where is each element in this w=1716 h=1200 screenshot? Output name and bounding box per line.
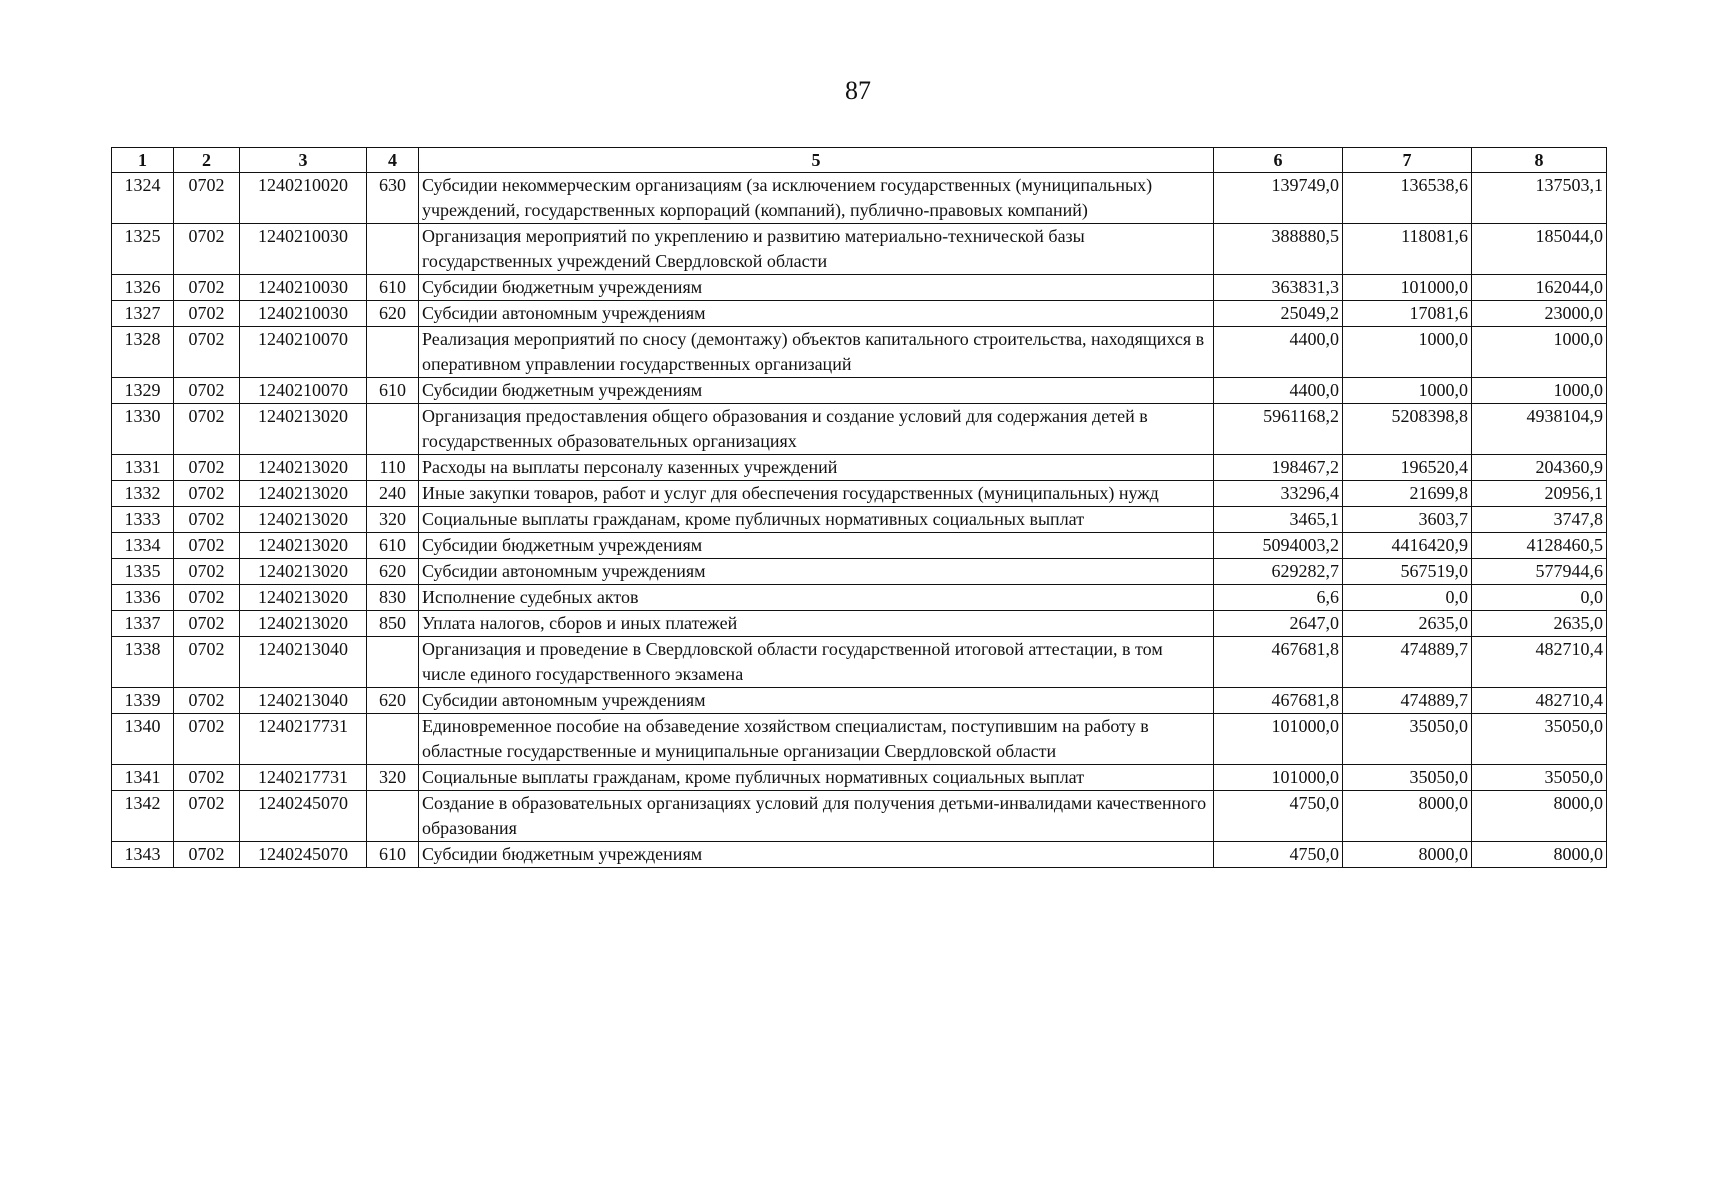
amount-year-1: 5094003,2 (1214, 533, 1343, 559)
expense-name: Субсидии бюджетным учреждениям (419, 378, 1214, 404)
section-code: 0702 (174, 173, 240, 224)
table-row (112, 507, 1607, 533)
page-number: 87 (845, 76, 871, 105)
target-article-code: 1240245070 (240, 842, 367, 868)
row-number: 1326 (112, 275, 174, 301)
target-article-code: 1240210030 (240, 275, 367, 301)
amount-year-1: 5961168,2 (1214, 404, 1343, 455)
expense-name: Реализация мероприятий по сносу (демонтажу) объектов капитального строительства, находящихся в оперативном управлении государственных организаций (419, 327, 1214, 378)
expense-name: Социальные выплаты гражданам, кроме публичных нормативных социальных выплат (419, 765, 1214, 791)
amount-year-2: 474889,7 (1343, 637, 1472, 688)
amount-year-1: 4400,0 (1214, 327, 1343, 378)
section-code: 0702 (174, 455, 240, 481)
row-number: 1331 (112, 455, 174, 481)
amount-year-3: 1000,0 (1472, 327, 1607, 378)
target-article-code: 1240210030 (240, 301, 367, 327)
amount-year-1: 3465,1 (1214, 507, 1343, 533)
amount-year-2: 21699,8 (1343, 481, 1472, 507)
expense-type-code: 620 (367, 301, 419, 327)
header-cell-5: 5 (419, 148, 1214, 173)
amount-year-1: 198467,2 (1214, 455, 1343, 481)
table-row (112, 791, 1607, 842)
amount-year-3: 482710,4 (1472, 688, 1607, 714)
expense-type-code: 830 (367, 585, 419, 611)
expense-type-code: 850 (367, 611, 419, 637)
amount-year-2: 0,0 (1343, 585, 1472, 611)
amount-year-1: 25049,2 (1214, 301, 1343, 327)
amount-year-1: 101000,0 (1214, 765, 1343, 791)
header-cell-8: 8 (1472, 148, 1607, 173)
target-article-code: 1240213020 (240, 559, 367, 585)
row-number: 1330 (112, 404, 174, 455)
amount-year-1: 363831,3 (1214, 275, 1343, 301)
amount-year-2: 17081,6 (1343, 301, 1472, 327)
target-article-code: 1240213020 (240, 404, 367, 455)
row-number: 1342 (112, 791, 174, 842)
row-number: 1327 (112, 301, 174, 327)
table-row (112, 275, 1607, 301)
expense-name: Иные закупки товаров, работ и услуг для обеспечения государственных (муниципальных) нужд (419, 481, 1214, 507)
expense-name: Субсидии некоммерческим организациям (за исключением государственных (муниципальных) учреждений, государственных корпораций (компаний), публично-правовых компаний) (419, 173, 1214, 224)
amount-year-2: 118081,6 (1343, 224, 1472, 275)
amount-year-2: 35050,0 (1343, 714, 1472, 765)
row-number: 1341 (112, 765, 174, 791)
header-cell-6: 6 (1214, 148, 1343, 173)
section-code: 0702 (174, 301, 240, 327)
target-article-code: 1240213020 (240, 611, 367, 637)
expense-type-code: 320 (367, 765, 419, 791)
amount-year-3: 185044,0 (1472, 224, 1607, 275)
amount-year-3: 20956,1 (1472, 481, 1607, 507)
expense-name: Организация предоставления общего образования и создание условий для содержания детей в государственных образовательных организациях (419, 404, 1214, 455)
row-number: 1333 (112, 507, 174, 533)
table-row (112, 327, 1607, 378)
amount-year-1: 388880,5 (1214, 224, 1343, 275)
amount-year-2: 1000,0 (1343, 327, 1472, 378)
row-number: 1328 (112, 327, 174, 378)
amount-year-3: 0,0 (1472, 585, 1607, 611)
row-number: 1340 (112, 714, 174, 765)
amount-year-2: 196520,4 (1343, 455, 1472, 481)
target-article-code: 1240213020 (240, 455, 367, 481)
section-code: 0702 (174, 533, 240, 559)
section-code: 0702 (174, 791, 240, 842)
section-code: 0702 (174, 327, 240, 378)
amount-year-2: 136538,6 (1343, 173, 1472, 224)
header-cell-7: 7 (1343, 148, 1472, 173)
amount-year-3: 482710,4 (1472, 637, 1607, 688)
section-code: 0702 (174, 637, 240, 688)
amount-year-2: 8000,0 (1343, 791, 1472, 842)
table-row (112, 404, 1607, 455)
amount-year-1: 2647,0 (1214, 611, 1343, 637)
expense-type-code (367, 637, 419, 688)
expense-name: Организация и проведение в Свердловской области государственной итоговой аттестации, в том числе единого государственного экзамена (419, 637, 1214, 688)
section-code: 0702 (174, 481, 240, 507)
amount-year-3: 35050,0 (1472, 714, 1607, 765)
row-number: 1336 (112, 585, 174, 611)
table-row (112, 842, 1607, 868)
header-cell-1: 1 (112, 148, 174, 173)
row-number: 1334 (112, 533, 174, 559)
target-article-code: 1240210020 (240, 173, 367, 224)
table-row (112, 301, 1607, 327)
amount-year-1: 139749,0 (1214, 173, 1343, 224)
expense-type-code: 610 (367, 842, 419, 868)
expense-name: Исполнение судебных актов (419, 585, 1214, 611)
expense-type-code: 240 (367, 481, 419, 507)
row-number: 1343 (112, 842, 174, 868)
table-row (112, 481, 1607, 507)
expense-type-code: 610 (367, 533, 419, 559)
amount-year-2: 474889,7 (1343, 688, 1472, 714)
amount-year-1: 629282,7 (1214, 559, 1343, 585)
amount-year-3: 23000,0 (1472, 301, 1607, 327)
section-code: 0702 (174, 611, 240, 637)
expense-type-code: 610 (367, 378, 419, 404)
amount-year-1: 4400,0 (1214, 378, 1343, 404)
target-article-code: 1240245070 (240, 791, 367, 842)
target-article-code: 1240210070 (240, 378, 367, 404)
expense-type-code: 320 (367, 507, 419, 533)
target-article-code: 1240213040 (240, 637, 367, 688)
amount-year-3: 162044,0 (1472, 275, 1607, 301)
amount-year-3: 1000,0 (1472, 378, 1607, 404)
expense-name: Субсидии бюджетным учреждениям (419, 275, 1214, 301)
section-code: 0702 (174, 275, 240, 301)
target-article-code: 1240213020 (240, 533, 367, 559)
expense-name: Социальные выплаты гражданам, кроме публичных нормативных социальных выплат (419, 507, 1214, 533)
amount-year-1: 101000,0 (1214, 714, 1343, 765)
header-cell-4: 4 (367, 148, 419, 173)
expense-type-code (367, 791, 419, 842)
target-article-code: 1240213040 (240, 688, 367, 714)
section-code: 0702 (174, 842, 240, 868)
target-article-code: 1240213020 (240, 585, 367, 611)
amount-year-1: 6,6 (1214, 585, 1343, 611)
row-number: 1339 (112, 688, 174, 714)
table-row (112, 765, 1607, 791)
amount-year-3: 8000,0 (1472, 791, 1607, 842)
expense-name: Субсидии автономным учреждениям (419, 301, 1214, 327)
row-number: 1324 (112, 173, 174, 224)
expense-type-code (367, 714, 419, 765)
row-number: 1337 (112, 611, 174, 637)
target-article-code: 1240210030 (240, 224, 367, 275)
table-row (112, 224, 1607, 275)
section-code: 0702 (174, 714, 240, 765)
table-row (112, 559, 1607, 585)
table-row (112, 455, 1607, 481)
expense-name: Субсидии бюджетным учреждениям (419, 533, 1214, 559)
amount-year-3: 4938104,9 (1472, 404, 1607, 455)
expense-name: Уплата налогов, сборов и иных платежей (419, 611, 1214, 637)
expense-type-code (367, 327, 419, 378)
expense-name: Субсидии бюджетным учреждениям (419, 842, 1214, 868)
amount-year-2: 8000,0 (1343, 842, 1472, 868)
table-row (112, 533, 1607, 559)
amount-year-2: 35050,0 (1343, 765, 1472, 791)
amount-year-3: 3747,8 (1472, 507, 1607, 533)
expense-type-code: 610 (367, 275, 419, 301)
table-row (112, 585, 1607, 611)
expense-type-code (367, 224, 419, 275)
section-code: 0702 (174, 688, 240, 714)
amount-year-1: 467681,8 (1214, 688, 1343, 714)
row-number: 1329 (112, 378, 174, 404)
expense-type-code (367, 404, 419, 455)
section-code: 0702 (174, 378, 240, 404)
expense-type-code: 630 (367, 173, 419, 224)
section-code: 0702 (174, 404, 240, 455)
amount-year-1: 467681,8 (1214, 637, 1343, 688)
section-code: 0702 (174, 507, 240, 533)
amount-year-2: 567519,0 (1343, 559, 1472, 585)
amount-year-3: 35050,0 (1472, 765, 1607, 791)
amount-year-1: 4750,0 (1214, 791, 1343, 842)
amount-year-3: 2635,0 (1472, 611, 1607, 637)
amount-year-2: 5208398,8 (1343, 404, 1472, 455)
amount-year-2: 4416420,9 (1343, 533, 1472, 559)
header-cell-3: 3 (240, 148, 367, 173)
target-article-code: 1240210070 (240, 327, 367, 378)
row-number: 1338 (112, 637, 174, 688)
header-cell-2: 2 (174, 148, 240, 173)
amount-year-2: 101000,0 (1343, 275, 1472, 301)
expense-name: Субсидии автономным учреждениям (419, 688, 1214, 714)
amount-year-1: 33296,4 (1214, 481, 1343, 507)
target-article-code: 1240213020 (240, 481, 367, 507)
budget-table (111, 147, 1607, 868)
expense-name: Субсидии автономным учреждениям (419, 559, 1214, 585)
section-code: 0702 (174, 585, 240, 611)
amount-year-3: 204360,9 (1472, 455, 1607, 481)
expense-type-code: 620 (367, 559, 419, 585)
expense-name: Организация мероприятий по укреплению и развитию материально-технической базы государственных учреждений Свердловской области (419, 224, 1214, 275)
amount-year-3: 8000,0 (1472, 842, 1607, 868)
row-number: 1325 (112, 224, 174, 275)
table-row (112, 611, 1607, 637)
expense-name: Создание в образовательных организациях условий для получения детьми-инвалидами качественного образования (419, 791, 1214, 842)
table-row (112, 637, 1607, 688)
table-row (112, 688, 1607, 714)
amount-year-1: 4750,0 (1214, 842, 1343, 868)
amount-year-2: 2635,0 (1343, 611, 1472, 637)
table-row (112, 378, 1607, 404)
header-row (112, 148, 1607, 173)
expense-name: Расходы на выплаты персоналу казенных учреждений (419, 455, 1214, 481)
target-article-code: 1240217731 (240, 714, 367, 765)
amount-year-2: 1000,0 (1343, 378, 1472, 404)
expense-name: Единовременное пособие на обзаведение хозяйством специалистам, поступившим на работу в областные государственные и муниципальные организации Свердловской области (419, 714, 1214, 765)
table-body (112, 173, 1607, 868)
section-code: 0702 (174, 765, 240, 791)
section-code: 0702 (174, 224, 240, 275)
row-number: 1335 (112, 559, 174, 585)
amount-year-2: 3603,7 (1343, 507, 1472, 533)
row-number: 1332 (112, 481, 174, 507)
table-row (112, 173, 1607, 224)
table-row (112, 714, 1607, 765)
expense-type-code: 620 (367, 688, 419, 714)
amount-year-3: 577944,6 (1472, 559, 1607, 585)
expense-type-code: 110 (367, 455, 419, 481)
target-article-code: 1240213020 (240, 507, 367, 533)
amount-year-3: 4128460,5 (1472, 533, 1607, 559)
target-article-code: 1240217731 (240, 765, 367, 791)
section-code: 0702 (174, 559, 240, 585)
amount-year-3: 137503,1 (1472, 173, 1607, 224)
